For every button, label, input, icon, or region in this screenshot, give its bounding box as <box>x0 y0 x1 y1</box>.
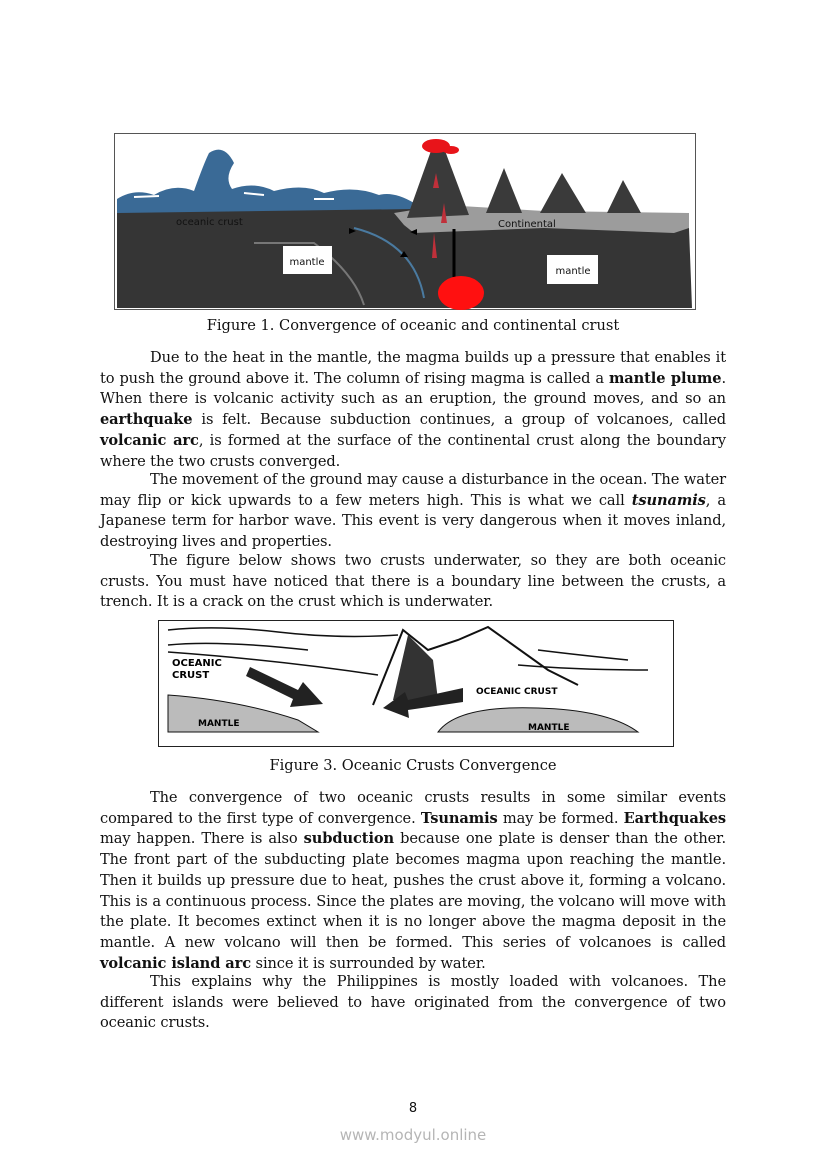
text-run: The movement of the ground may cause a disturbance in the ocean. The water may flip or kick upwards to a few meters high. This is what we call <box>100 471 726 509</box>
text-run: may be formed. <box>497 809 624 827</box>
label-oceanic-crust: oceanic crust <box>176 217 243 228</box>
label-oceanic-crust-right: OCEANIC CRUST <box>476 687 558 697</box>
figure-1-oceanic-continental-convergence <box>114 133 696 310</box>
text-run: because one plate is denser than the other. The front part of the subducting plate becomes magma upon reaching the mantle. Then it builds up pressure due to heat, pushes the crust above it, forming a volcano. This is a continuous process. Since the plates are moving, the volcano will move with the plate. It becomes extinct when it is no longer above the magma deposit in the mantle. A new volcano will then be formed. This series of volcanoes is called <box>100 830 726 951</box>
page-number: 8 <box>408 1101 418 1116</box>
paragraph-2 <box>100 470 726 553</box>
text-run: The convergence of two oceanic crusts results in some similar events compared to the first type of convergence. <box>100 789 726 827</box>
text-run: The figure below shows two crusts underwater, so they are both oceanic crusts. You must have noticed that there is a boundary line between the crusts, a trench. It is a crack on the crust which is underwater. <box>100 552 726 611</box>
label-continental: Continental <box>498 219 556 230</box>
emphasized-term: subduction <box>303 830 395 848</box>
figure-1-caption: Figure 1. Convergence of oceanic and continental crust <box>206 317 620 334</box>
text-run: since it is surrounded by water. <box>251 954 486 972</box>
emphasized-term: Tsunamis <box>420 809 498 827</box>
label-mantle-left: MANTLE <box>198 719 240 729</box>
text-run: may happen. There is also <box>100 830 304 848</box>
paragraph-4 <box>100 788 726 974</box>
text-run: . When there is volcanic activity such as an eruption, the ground moves, and so an <box>100 369 726 408</box>
text-run: , a Japanese term for harbor wave. This event is very dangerous when it moves inland, destroying lives and properties. <box>100 491 726 551</box>
figure-3-oceanic-crusts-convergence <box>158 620 674 747</box>
emphasized-term: volcanic island arc <box>100 954 252 972</box>
figure-3-caption: Figure 3. Oceanic Crusts Convergence <box>269 757 557 774</box>
paragraph-3 <box>100 551 726 613</box>
emphasized-term: tsunamis <box>631 491 706 509</box>
label-oceanic-crust-left-2: CRUST <box>172 670 210 681</box>
watermark: www.modyul.online <box>339 1126 487 1144</box>
emphasized-term: Earthquakes <box>623 809 726 827</box>
emphasized-term: earthquake <box>100 411 193 429</box>
label-mantle-right: MANTLE <box>528 723 570 733</box>
label-mantle-left: mantle <box>289 257 325 268</box>
figure-1-diagram <box>114 133 696 310</box>
text-run: , is formed at the surface of the continental crust along the boundary where the two crusts converged. <box>100 431 726 470</box>
text-run: is felt. Because subduction continues, a group of volcanoes, called <box>192 411 726 429</box>
text-run: This explains why the Philippines is mostly loaded with volcanoes. The different islands were believed to have originated from the convergence of two oceanic crusts. <box>100 973 726 1032</box>
text-run: Due to the heat in the mantle, the magma builds up a pressure that enables it to push the ground above it. The column of rising magma is called a <box>100 349 726 387</box>
paragraph-1 <box>100 348 726 472</box>
label-mantle-right: mantle <box>555 266 591 277</box>
figure-3-diagram <box>158 620 674 747</box>
label-oceanic-crust-left-1: OCEANIC <box>172 658 222 669</box>
emphasized-term: volcanic arc <box>100 431 199 449</box>
emphasized-term: mantle plume <box>608 369 722 387</box>
paragraph-5 <box>100 972 726 1034</box>
